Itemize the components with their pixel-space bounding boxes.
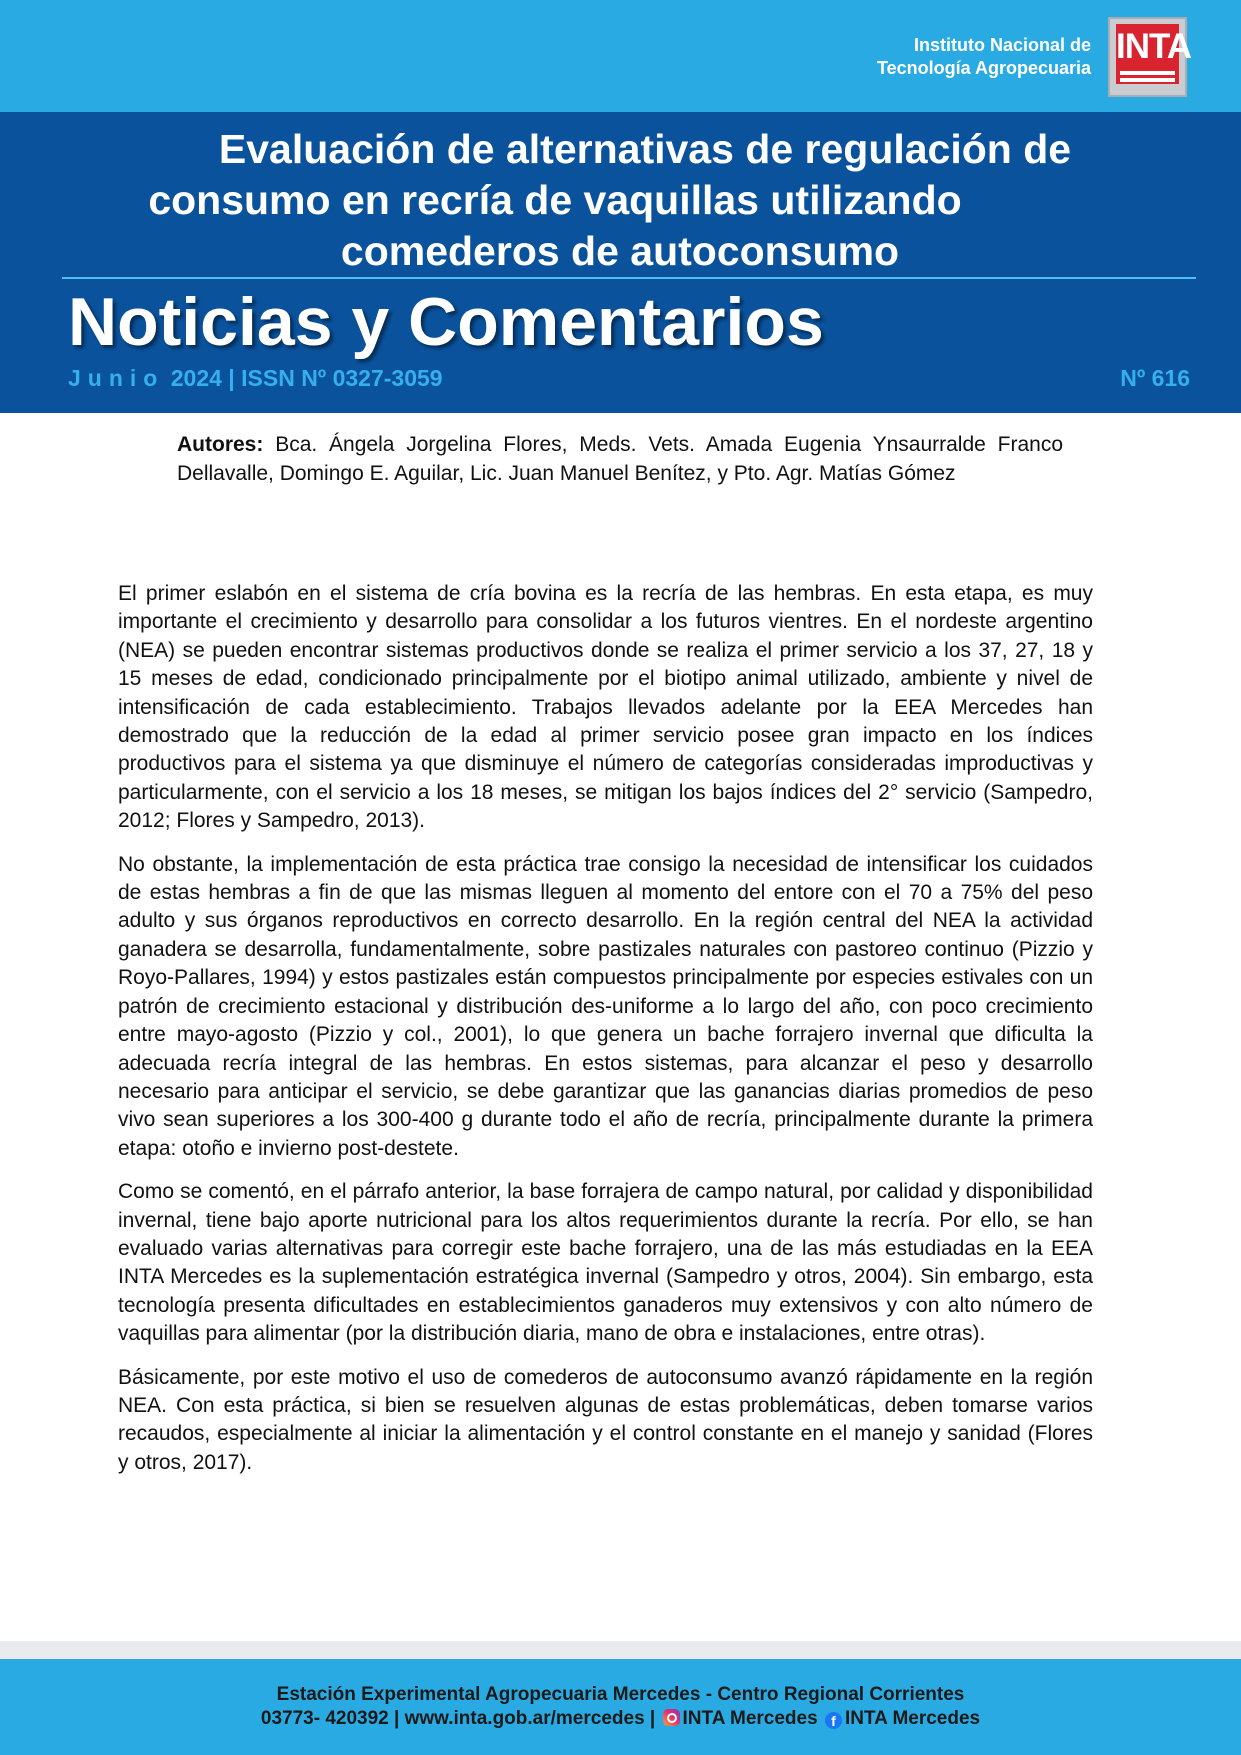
article-title (40, 124, 1200, 277)
footer-facebook: INTA Mercedes (844, 1708, 981, 1729)
inta-logo-text: INTA (1116, 27, 1192, 66)
authors-names: Bca. Ángela Jorgelina Flores, Meds. Vets. Amada Eugenia Ynsaurralde Franco Dellavalle, Domingo E. Aguilar, Lic. Juan Manuel Benítez, y Pto. Agr. Matías Gómez (177, 433, 1063, 485)
title-divider (62, 277, 1196, 279)
inta-logo-stripe (1120, 71, 1175, 75)
issue-number: Nº 616 (1120, 365, 1190, 391)
issue-month: Junio (68, 365, 165, 391)
article-title-line3: comederos de autoconsumo (340, 228, 900, 274)
footer (0, 1659, 1241, 1755)
institute-name-line2: Tecnología Agropecuaria (876, 58, 1091, 78)
institute-name-line1: Instituto Nacional de (913, 35, 1091, 55)
body-paragraph-3: Como se comentó, en el párrafo anterior, la base forrajera de campo natural, por calidad y disponibilidad invernal, tiene bajo aporte nutricional para los altos requerimientos durante la recría. Por ello, se han evaluado varias alternativas para corregir este bache forrajero, una de las más estudiadas en la EEA INTA Mercedes es la suplementación estratégica invernal (Sampedro y otros, 2004). Sin embargo, esta tecnología presenta dificultades en establecimientos ganaderos muy extensivos y con alto número de vaquillas para alimentar (por la distribución diaria, mano de obra e instalaciones, entre otras). (118, 1180, 1093, 1346)
body-paragraph-1: El primer eslabón en el sistema de cría bovina es la recría de las hembras. En esta etapa, es muy importante el crecimiento y desarrollo para consolidar a los futuros vientres. En el nordeste argentino (NEA) se pueden encontrar sistemas productivos donde se realiza el primer servicio a los 37, 27, 18 y 15 meses de edad, condicionado principalmente por el biotipo animal utilizado, ambiente y nivel de intensificación de cada establecimiento. Trabajos llevados adelante por la EEA Mercedes han demostrado que la reducción de la edad al primer servicio posee gran impacto en los índices productivos para el sistema ya que disminuye el número de categorías consideradas improductivas y particularmente, con el servicio a los 18 meses, se mitigan los bajos índices del 2° servicio (Sampedro, 2012; Flores y Sampedro, 2013). (118, 582, 1093, 833)
article-body (118, 580, 1093, 1492)
institute-name (877, 34, 1091, 80)
footer-instagram: INTA Mercedes (682, 1708, 818, 1729)
inta-logo-stripe (1120, 78, 1175, 82)
series-name: Noticias y Comentarios (68, 284, 824, 360)
footer-station: Estación Experimental Agropecuaria Mercedes - Centro Regional Corrientes (276, 1684, 965, 1705)
footer-phone-web: 03773- 420392 | www.inta.gob.ar/mercedes | (260, 1708, 656, 1729)
footer-shadow (0, 1641, 1241, 1659)
authors-label: Autores: (177, 433, 264, 456)
article-title-line2: consumo en recría de vaquillas utilizando (148, 177, 962, 223)
issue-year-issn: 2024 | ISSN Nº 0327-3059 (170, 365, 443, 391)
issue-info (68, 363, 443, 393)
body-paragraph-2: No obstante, la implementación de esta práctica trae consigo la necesidad de intensificar los cuidados de estas hembras a fin de que las mismas lleguen al momento del entore con el 70 a 75% del peso adulto y sus órganos reproductivos en correcto desarrollo. En la región central del NEA la actividad ganadera se desarrolla, fundamentalmente, sobre pastizales naturales con pastoreo continuo (Pizzio y Royo-Pallares, 1994) y estos pastizales están compuestos principalmente por especies estivales con un patrón de crecimiento estacional y distribución des-uniforme a lo largo del año, con poco crecimiento entre mayo-agosto (Pizzio y col., 2001), lo que genera un bache forrajero invernal que dificulta la adecuada recría integral de las hembras. En estos sistemas, para alcanzar el peso y desarrollo necesario para anticipar el servicio, se debe garantizar que las ganancias diarias promedios de peso vivo sean superiores a los 300-400 g durante todo el año de recría, principalmente durante la primera etapa: otoño e invierno post-destete. (118, 852, 1093, 1160)
facebook-icon: f (825, 1712, 842, 1729)
inta-logo (1108, 17, 1192, 97)
instagram-icon (663, 1709, 680, 1726)
body-paragraph-4: Básicamente, por este motivo el uso de comederos de autoconsumo avanzó rápidamente en la región NEA. Con esta práctica, si bien se resuelven algunas de estas problemáticas, deben tomarse varios recaudos, especialmente al iniciar la alimentación y el control constante en el manejo y sanidad (Flores y otros, 2017). (118, 1365, 1093, 1474)
header-band (0, 0, 1241, 112)
article-title-line1: Evaluación de alternativas de regulación de (218, 126, 1072, 172)
title-band (0, 112, 1241, 413)
authors-block (177, 430, 1063, 488)
footer-contact (0, 1707, 1241, 1731)
